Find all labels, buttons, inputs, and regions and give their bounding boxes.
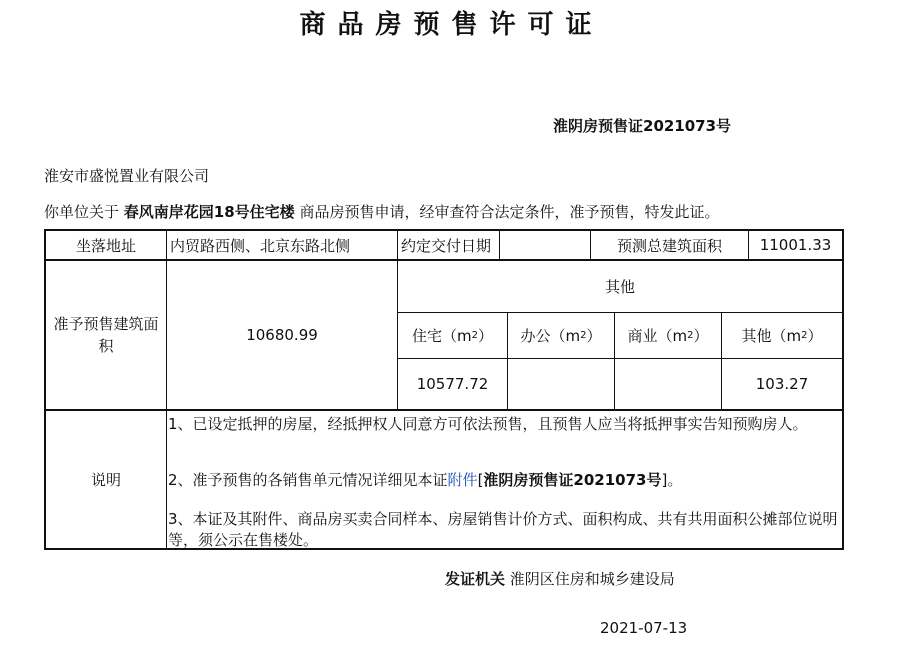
total-area-label: 预测总建筑面积 [616, 236, 722, 255]
other-header: 其他 [604, 278, 635, 296]
office-unit-sup: 2 [580, 330, 587, 341]
others-label: 其他（m [741, 327, 802, 345]
others-header [722, 313, 842, 358]
notice-prefix: 你单位关于 [44, 203, 124, 221]
office-header [508, 313, 614, 358]
others-unit-sup: 2 [801, 330, 808, 341]
note-2-text: 2、准予预售的各销售单元情况详细见本证 [168, 471, 448, 489]
certificate-number: 淮阴房预售证2021073号 [553, 117, 732, 135]
residential-header [398, 313, 507, 358]
commercial-unit-sup: 2 [687, 330, 694, 341]
note-1: 1、已设定抵押的房屋，经抵押权人同意方可依法预售，且预售人应当将抵押事实告知预购房人。 [168, 415, 808, 433]
notes-label: 说明 [90, 471, 121, 489]
issuer-value: 淮阴区住房和城乡建设局 [505, 570, 675, 588]
delivery-date-value [500, 231, 590, 259]
residential-unit-sup: 2 [471, 330, 478, 341]
delivery-date-label: 约定交付日期 [401, 236, 492, 255]
commercial-unit-close: ） [693, 327, 709, 345]
office-label: 办公（m [520, 327, 581, 345]
others-value: 103.27 [755, 375, 809, 393]
note-3: 3、本证及其附件、商品房买卖合同样本、房屋销售计价方式、面积构成、共有共用面积公摊部位说明等，须公示在售楼处。 [168, 510, 838, 549]
residential-label: 住宅（m [411, 327, 472, 345]
note-2-close-bracket: ]。 [661, 471, 683, 489]
notice-suffix: 商品房预售申请，经审查符合法定条件，准予预售，特发此证。 [294, 203, 720, 221]
table-right-border [842, 229, 844, 550]
location-value: 内贸路西侧、北京东路北侧 [170, 236, 351, 255]
approved-area-label: 准予预售建筑面积 [53, 315, 159, 355]
attachment-reference: 淮阴房预售证2021073号 [483, 471, 662, 489]
note-2-open-bracket: [ [477, 471, 484, 489]
approval-notice [44, 201, 719, 222]
issuing-authority [445, 568, 675, 589]
commercial-label: 商业（m [627, 327, 688, 345]
office-unit-close: ） [586, 327, 602, 345]
total-area-value: 11001.33 [759, 236, 832, 254]
location-label: 坐落地址 [75, 236, 136, 255]
certificate-title: 商品房预售许可证 [299, 10, 604, 40]
residential-value: 10577.72 [416, 375, 489, 393]
office-value [508, 359, 614, 409]
residential-unit-close: ） [477, 327, 493, 345]
commercial-value [615, 359, 721, 409]
approved-area-value: 10680.99 [246, 326, 318, 344]
company-name: 淮安市盛悦置业有限公司 [44, 167, 210, 185]
others-unit-close: ） [807, 327, 823, 345]
attachment-link[interactable]: 附件 [447, 471, 478, 489]
project-name: 春风南岸花园18号住宅楼 [123, 203, 295, 221]
issue-date: 2021-07-13 [600, 619, 688, 637]
commercial-header [615, 313, 721, 358]
issuer-label: 发证机关 [445, 570, 506, 588]
note-2 [168, 470, 840, 491]
